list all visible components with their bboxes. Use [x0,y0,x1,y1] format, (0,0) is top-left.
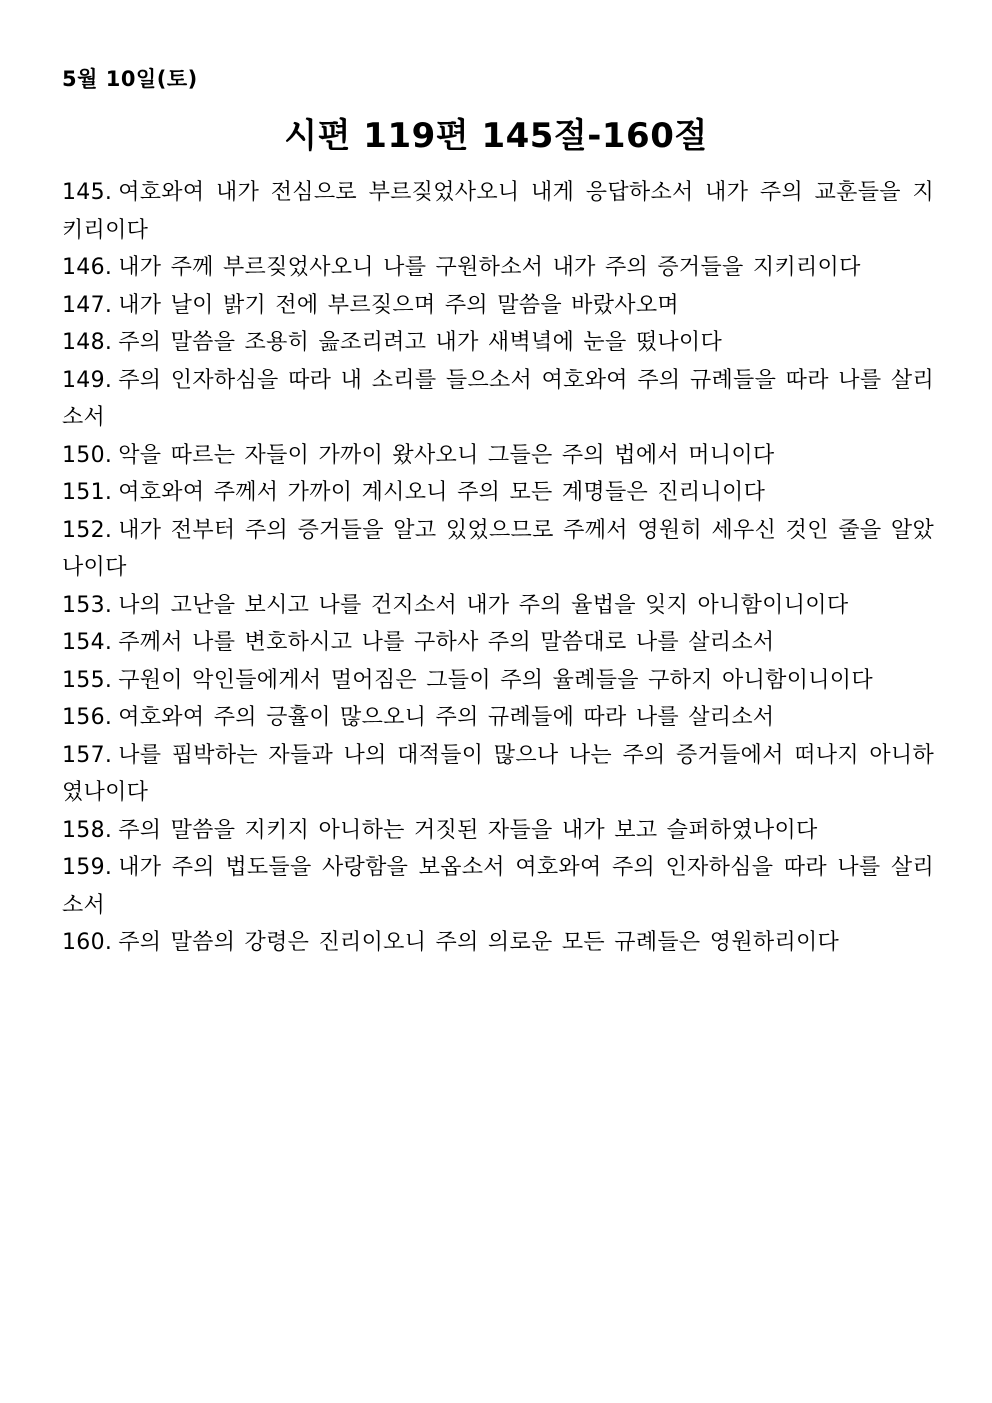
verse-text: 내가 전부터 주의 증거들을 알고 있었으므로 주께서 영원히 세우신 것인 줄을 알았나이다 [62,517,934,580]
verse-text: 주의 인자하심을 따라 내 소리를 들으소서 여호와여 주의 규례들을 따라 나를 살리소서 [62,367,934,430]
verse-number: 156. [62,705,113,730]
verse-number: 149. [62,367,113,393]
verse-item [62,699,934,737]
verse-number: 147. [62,292,113,318]
verse-item [62,287,934,325]
verse-item [62,849,934,924]
verse-item [62,624,934,662]
verse-item [62,437,934,475]
verse-text: 주의 말씀을 지키지 아니하는 거짓된 자들을 내가 보고 슬퍼하였나이다 [118,817,818,843]
verse-number: 150. [62,442,113,468]
verse-number: 159. [62,855,113,880]
verse-number: 158. [62,817,113,843]
verse-text: 내가 주의 법도들을 사랑함을 보옵소서 여호와여 주의 인자하심을 따라 나를 살리소서 [62,855,934,918]
verse-item [62,924,934,962]
verse-item [62,362,934,437]
verse-text: 주의 말씀의 강령은 진리이오니 주의 의로운 모든 규례들은 영원하리이다 [118,930,840,955]
verse-item [62,174,934,249]
verse-item [62,474,934,512]
verse-text: 내가 날이 밝기 전에 부르짖으며 주의 말씀을 바랐사오며 [118,292,679,318]
verse-text: 여호와여 주께서 가까이 계시오니 주의 모든 계명들은 진리니이다 [118,480,766,505]
verse-text: 여호와여 내가 전심으로 부르짖었사오니 내게 응답하소서 내가 주의 교훈들을 지키리이다 [62,180,934,243]
verse-text: 구원이 악인들에게서 멀어짐은 그들이 주의 율례들을 구하지 아니함이니이다 [118,667,873,693]
verse-number: 155. [62,667,113,693]
verse-text: 주께서 나를 변호하시고 나를 구하사 주의 말씀대로 나를 살리소서 [118,630,775,655]
verse-text: 나를 핍박하는 자들과 나의 대적들이 많으나 나는 주의 증거들에서 떠나지 아니하였나이다 [62,742,934,805]
verse-number: 153. [62,592,113,618]
verse-list [62,174,934,962]
verse-number: 145. [62,180,113,205]
verse-item [62,512,934,587]
date-header: 5월 10일(토) [62,67,198,91]
verse-item [62,249,934,287]
verse-number: 160. [62,930,113,955]
verse-text: 여호와여 주의 긍휼이 많으오니 주의 규례들에 따라 나를 살리소서 [118,705,775,730]
verse-text: 주의 말씀을 조용히 읊조리려고 내가 새벽녘에 눈을 떴나이다 [118,330,723,355]
verse-item [62,587,934,625]
verse-number: 151. [62,480,113,505]
verse-item [62,662,934,700]
verse-number: 157. [62,742,113,768]
verse-text: 악을 따르는 자들이 가까이 왔사오니 그들은 주의 법에서 머니이다 [118,442,775,468]
verse-number: 148. [62,330,113,355]
verse-item [62,812,934,850]
verse-item [62,737,934,812]
page-title: 시편 119편 145절-160절 [284,116,708,156]
verse-text: 내가 주께 부르짖었사오니 나를 구원하소서 내가 주의 증거들을 지키리이다 [118,255,861,280]
verse-text: 나의 고난을 보시고 나를 건지소서 내가 주의 율법을 잊지 아니함이니이다 [118,592,849,618]
verse-item [62,324,934,362]
verse-number: 152. [62,517,113,543]
verse-number: 146. [62,255,113,280]
verse-number: 154. [62,630,113,655]
